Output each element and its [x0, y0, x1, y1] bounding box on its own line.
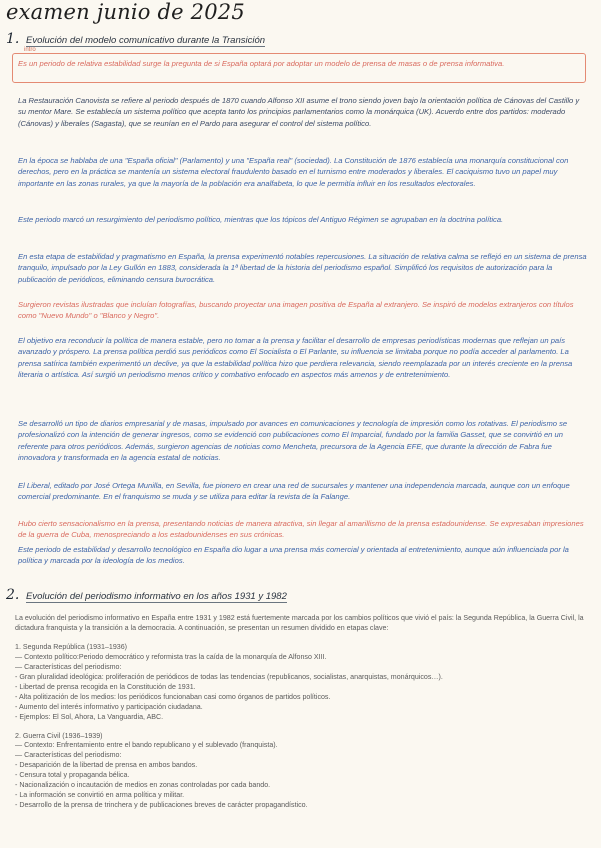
s1-paragraph-3: Este periodo marcó un resurgimiento del periodismo político, mientras que los tópicos del Antiguo Régimen se agrupaban en la doctrina política.	[18, 215, 504, 224]
s1-paragraph-10: Este periodo de estabilidad y desarrollo tecnológico en España dio lugar a una prensa más comercial y orientada al entretenimiento, aunque aún influenciada por la política y marcada por la ideología de los medios.	[18, 545, 569, 566]
s2-block-2-line-5: - Censura total y propaganda bélica.	[15, 771, 130, 780]
section-1-number: 1.	[6, 31, 20, 47]
s1-paragraph-1: La Restauración Canovista se refiere al periodo después de 1870 cuando Alfonso XII asume el trono siendo joven bajo la orientación política de Cánovas del Castillo y su mentor Mare. Se establecía un sistema político que acepta tanto los principios parlamentarios como la monárquica (UK). Acuerdo entre dos partidos: moderado (Cánovas) y liberales (Sagasta), que se reunían en el Pardo para asegurar el control del sistema político.	[18, 96, 580, 128]
s2-block-2-line-3: — Características del periodismo:	[15, 751, 122, 760]
section-2-intro: La evolución del periodismo informativo en España entre 1931 y 1982 está fuertemente marcada por los cambios políticos que vivió el país: la Segunda República, la Guerra Civil, la dictadura franquista y la transición a la democracia. A continuación, se presentan un resumen dividido en etapas clave:	[15, 614, 584, 632]
s1-paragraph-9: Hubo cierto sensacionalismo en la prensa, presentando noticias de manera atractiva, sin llegar al amarillismo de la prensa estadounidense. Se expresaban impresiones de la guerra de Cuba, menospreciando a los estadounidenses en sus crónicas.	[18, 519, 584, 540]
s2-block-2-line-7: - La información se convirtió en arma política y militar.	[15, 791, 185, 800]
s2-block-1-line-5: - Libertad de prensa recogida en la Constitución de 1931.	[15, 682, 196, 691]
s1-paragraph-2: En la época se hablaba de una "España oficial" (Parlamento) y una "España real" (sociedad). La Constitución de 1876 establecía una monarquía constitucional con derechos, pero en la práctica se mantenía un sistema electoral fraudulento basado en el turnismo entre moderados y liberales. El caciquismo tuvo un papel muy importante en las zonas rurales, ya que la mayoría de la población era analfabeta, lo que le permitía influir en los resultados electorales.	[18, 156, 569, 188]
section-1-intro: Es un periodo de relativa estabilidad surge la pregunta de si España optará por adoptar un modelo de prensa de masas o de prensa informativa.	[18, 59, 505, 68]
s2-block-2-line-2: — Contexto: Enfrentamiento entre el bando republicano y el sublevado (franquista).	[15, 741, 278, 750]
s1-paragraph-6: El objetivo era reconducir la política de manera estable, pero no tomar a la prensa y facilitar el desarrollo de empresas periodísticas modernas que reflejan un país avanzado y próspero. La prensa política perdió sus periódicos como El Socialista o El Parlante, su influencia se limitaba porque no podía acceder al parlamento. La prensa satírica también experimentó un declive, ya que la estabilidad política hizo que perdiera relevancia, siendo reemplazada por un interés creciente en la prensa literaria o artística. Así surgió un periodismo menos crítico y combativo enfocado en aspectos más amenos y de entretenimiento.	[18, 336, 573, 380]
s2-block-1-line-3: — Características del periodismo:	[15, 662, 122, 671]
section-2-title: Evolución del periodismo informativo en los años 1931 y 1982	[26, 591, 287, 602]
s2-block-2-line-6: - Nacionalización o incautación de medios en zonas controladas por cada bando.	[15, 781, 271, 790]
s2-block-1-line-8: - Ejemplos: El Sol, Ahora, La Vanguardia, ABC.	[15, 712, 164, 721]
s2-block-1-line-7: - Aumento del interés informativo y participación ciudadana.	[15, 702, 203, 711]
s2-block-2-line-8: - Desarrollo de la prensa de trinchera y de publicaciones breves de carácter propagandístico.	[15, 801, 308, 810]
section-2-heading	[6, 587, 287, 603]
section-1-heading	[6, 31, 265, 47]
section-2-number: 2.	[6, 587, 20, 603]
s2-block-1-line-1: 1. Segunda República (1931–1936)	[15, 642, 128, 651]
s1-paragraph-8: El Liberal, editado por José Ortega Munilla, en Sevilla, fue pionero en crear una red de sucursales y mantener una independencia marcada, aunque con un enfoque comercial predominante. En el franquismo se muda y se utiliza para editar la revista de la Falange.	[18, 481, 570, 502]
s2-block-2-line-1: 2. Guerra Civil (1936–1939)	[15, 731, 103, 740]
section-1-title: Evolución del modelo comunicativo durante la Transición	[26, 35, 266, 46]
s2-block-1-line-6: - Alta politización de los medios: los periódicos funcionaban casi como órganos de partidos políticos.	[15, 692, 331, 701]
section-2-body	[15, 614, 585, 811]
s2-block-1-line-4: - Gran pluralidad ideológica: proliferación de periódicos de todas las tendencias (republicanos, socialistas, anarquistas, monárquicos…).	[15, 672, 443, 681]
s2-block-1-line-2: — Contexto político:Periodo democrático y reformista tras la caída de la monarquía de Alfonso XIII.	[15, 652, 327, 661]
s1-paragraph-7: Se desarrolló un tipo de diarios empresarial y de masas, impulsado por avances en comunicaciones y tecnología de impresión como los rotativas. El periodismo se profesionalizó con la intención de generar ingresos, como se evidenció con publicaciones como El Imparcial, fundado por la familia Gasset, que se convirtió en un referente para otros periódicos. Además, surgieron agencias de noticias como Mencheta, precursora de la Agencia EFE, que durante la dirección de Fabra fue innovadora y transformada en la agencia estatal de noticias.	[18, 419, 568, 463]
s1-paragraph-5: Surgieron revistas ilustradas que incluían fotografías, buscando proyectar una imagen positiva de España al extranjero. Se inspiró de modelos extranjeros con títulos como "Nuevo Mundo" o "Blanco y Negro".	[18, 300, 574, 321]
s2-block-2-line-4: - Desaparición de la libertad de prensa en ambos bandos.	[15, 761, 198, 770]
s1-paragraph-4: En esta etapa de estabilidad y pragmatismo en España, la prensa experimentó notables repercusiones. La situación de relativa calma se reflejó en un sistema de prensa tranquilo, impulsado por la Ley Gullón en 1883, considerada la 1ª libertad de la historia del periodismo español. Simplificó los requisitos de autorización para la publicación de periódicos, eliminando censura burocrática.	[18, 252, 587, 284]
page-title: examen junio de 2025	[6, 0, 245, 24]
intro-tag: intro	[24, 47, 36, 53]
